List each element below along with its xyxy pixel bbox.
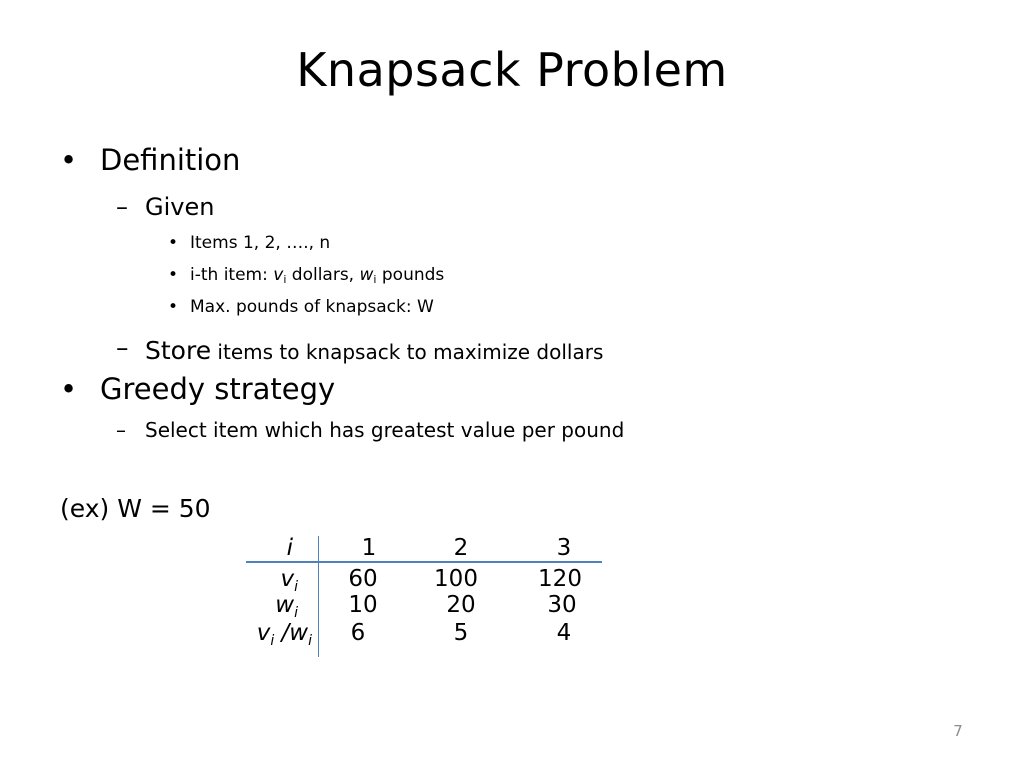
- ratio-separator: /: [274, 620, 290, 646]
- bullet-dot-icon: •: [168, 265, 179, 285]
- ratio-v-symbol: v: [256, 620, 271, 646]
- store-rest: items to knapsack to maximize dollars: [211, 340, 604, 364]
- cell-w-2: 20: [446, 592, 476, 618]
- bullet-dot-icon: •: [168, 233, 179, 253]
- bullet-dot-icon: •: [60, 143, 78, 177]
- row-v-symbol: v: [280, 566, 295, 592]
- header-col-3: 3: [556, 535, 572, 561]
- store-word: Store: [145, 336, 212, 365]
- example-label: (ex) W = 50: [60, 494, 211, 523]
- row-v-sub: i: [294, 579, 298, 595]
- cell-v-1: 60: [348, 566, 378, 592]
- bullet-definition-text: Definition: [100, 143, 241, 177]
- cell-v-2: 100: [434, 566, 478, 592]
- ratio-w-symbol: w: [289, 620, 309, 646]
- header-i: i: [286, 535, 293, 561]
- bullet-greedy-text: Greedy strategy: [100, 372, 336, 406]
- store-text: [145, 336, 603, 365]
- header-col-2: 2: [453, 535, 469, 561]
- cell-w-1: 10: [348, 592, 378, 618]
- bullet-dot-icon: •: [60, 372, 78, 406]
- bullet-dot-icon: •: [168, 297, 179, 317]
- table-horizontal-rule: [246, 561, 602, 563]
- page-number: 7: [953, 722, 963, 740]
- v-subscript: i: [283, 273, 287, 286]
- row-w-symbol: w: [275, 592, 295, 618]
- pounds-text: pounds: [376, 265, 445, 285]
- dash-icon: –: [116, 418, 126, 442]
- header-col-1: 1: [361, 535, 377, 561]
- cell-ratio-1: 6: [350, 620, 366, 646]
- w-subscript: i: [373, 273, 377, 286]
- row-label-ratio: [212, 620, 312, 654]
- cell-w-3: 30: [547, 592, 577, 618]
- ith-item-text: [190, 265, 444, 286]
- ratio-v-sub: i: [270, 633, 275, 649]
- dash-icon: –: [116, 193, 128, 221]
- cell-v-3: 120: [538, 566, 582, 592]
- sub-bullet-given-text: Given: [145, 193, 215, 221]
- cell-ratio-3: 4: [556, 620, 572, 646]
- dash-icon: –: [116, 333, 129, 362]
- select-text: Select item which has greatest value per pound: [145, 418, 625, 442]
- cell-ratio-2: 5: [453, 620, 469, 646]
- ratio-w-sub: i: [308, 633, 312, 649]
- ith-prefix: i-th item:: [190, 265, 274, 285]
- max-text: Max. pounds of knapsack: W: [190, 297, 434, 317]
- w-symbol: w: [359, 265, 374, 285]
- v-symbol: v: [273, 265, 284, 285]
- row-w-sub: i: [294, 605, 298, 621]
- items-text: Items 1, 2, …., n: [190, 233, 331, 253]
- slide-title: Knapsack Problem: [296, 43, 728, 97]
- dollars-text: dollars,: [286, 265, 360, 285]
